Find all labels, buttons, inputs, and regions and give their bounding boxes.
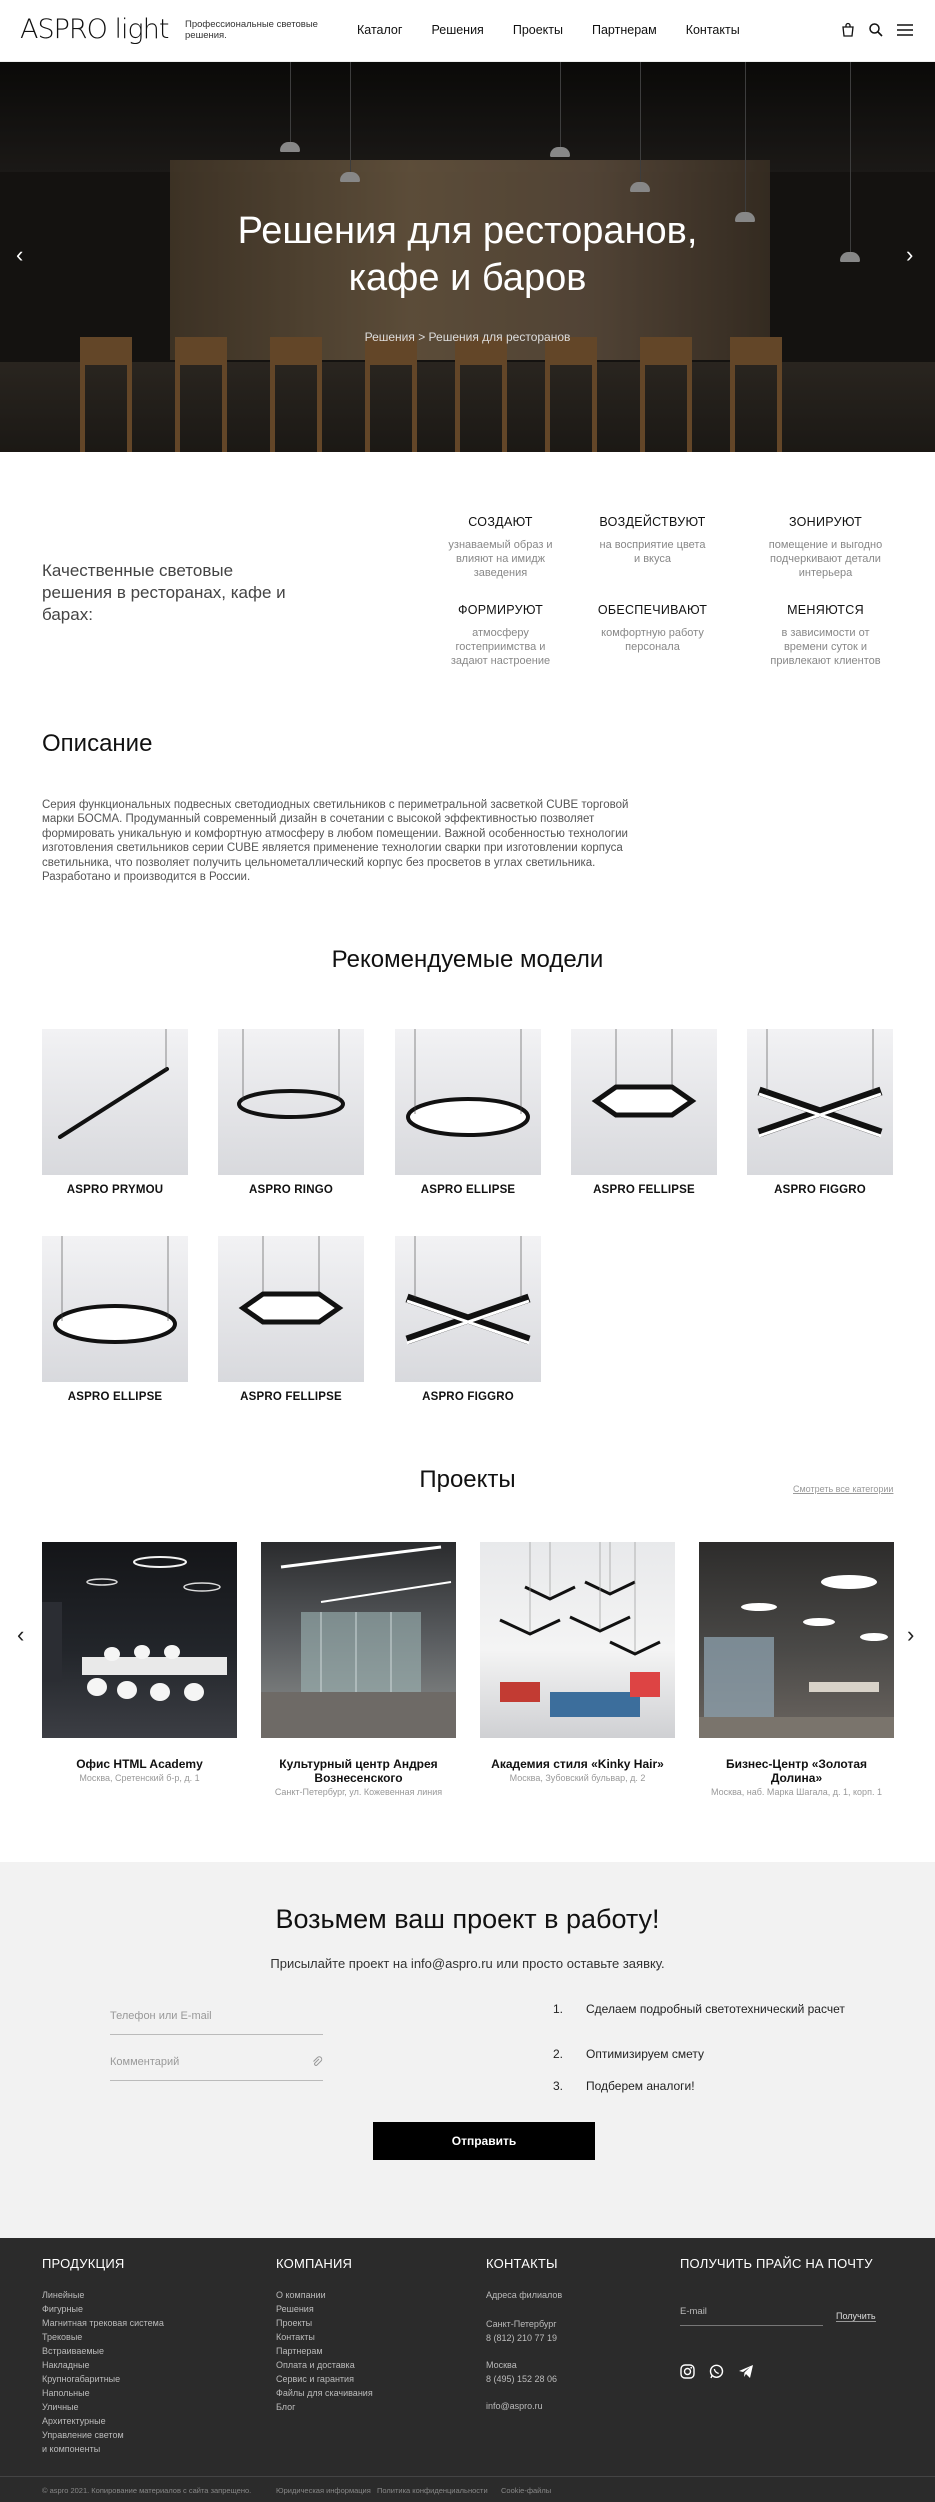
product-name: ASPRO FIGGRO xyxy=(774,1184,866,1196)
project-title: Офис HTML Academy xyxy=(76,1757,203,1771)
product-name: ASPRO ELLIPSE xyxy=(67,1391,163,1403)
site-footer xyxy=(0,2238,935,2502)
benefit-item xyxy=(443,515,558,580)
project-image xyxy=(42,1542,237,1738)
product-card[interactable] xyxy=(571,1029,717,1196)
telegram-icon[interactable] xyxy=(738,2364,754,2379)
footer-product-link[interactable]: Магнитная трековая система xyxy=(42,2318,164,2328)
footer-price-heading: ПОЛУЧИТЬ ПРАЙС НА ПОЧТУ xyxy=(680,2256,873,2271)
breadcrumb[interactable]: Решения > Решения для ресторанов xyxy=(364,330,571,344)
product-card[interactable] xyxy=(42,1029,188,1196)
footer-company-link[interactable]: Контакты xyxy=(276,2332,315,2342)
footer-product-link[interactable]: Трековые xyxy=(42,2332,83,2342)
description-text: Серия функциональных подвесных светодиодных светильников с периметральной засветкой CUBE торговой марки БОСМА. Продуманный современный дизайн в сочетании с высокой эффективностью позволяет формировать уникальную и комфортную атмосферу в любом помещении. Важной особенностью технологии изготовления светильников серии CUBE является применение технологии сварки при изготовлении корпуса светильника, что позволяет получить цельнометаллический корпус без просветов в углах светильника. Разработано и производится в России. xyxy=(42,799,629,884)
lamp-hex-image xyxy=(571,1029,717,1175)
footer-company-link[interactable]: Решения xyxy=(276,2304,314,2314)
footer-company-list xyxy=(276,2288,373,2414)
product-image xyxy=(42,1236,188,1382)
footer-bottom-bar xyxy=(0,2476,935,2502)
project-card[interactable] xyxy=(699,1542,894,1797)
benefit-item xyxy=(768,603,883,668)
product-card[interactable] xyxy=(218,1236,364,1403)
benefit-title: ФОРМИРУЮТ xyxy=(457,603,544,617)
nav-catalog[interactable]: Каталог xyxy=(357,23,403,37)
benefit-item xyxy=(595,515,710,566)
benefit-text: в зависимости от времени суток и привлекают клиентов xyxy=(770,627,881,667)
msk-phone[interactable]: 8 (495) 152 28 06 xyxy=(486,2374,558,2384)
project-title: Бизнес-Центр «Золотая Долина» xyxy=(725,1757,868,1785)
legal-link[interactable]: Юридическая информация xyxy=(276,2486,371,2495)
product-image xyxy=(571,1029,717,1175)
footer-product-link[interactable]: Линейные xyxy=(42,2290,85,2300)
hero-title-line2: кафе и баров xyxy=(348,257,587,299)
product-name: ASPRO FELLIPSE xyxy=(593,1184,695,1196)
product-image xyxy=(395,1236,541,1382)
comment-input[interactable] xyxy=(110,2056,323,2081)
projects-prev-arrow-icon[interactable]: ‹ xyxy=(17,1622,25,1647)
step-number: 3. xyxy=(553,2079,564,2093)
spb-city: Санкт-Петербург xyxy=(486,2319,557,2329)
branches-link[interactable]: Адреса филиалов xyxy=(486,2290,563,2300)
footer-company-link[interactable]: Партнерам xyxy=(276,2346,323,2356)
product-name: ASPRO RINGO xyxy=(249,1184,333,1196)
benefit-item xyxy=(595,603,710,654)
comment-placeholder: Комментарий xyxy=(110,2056,180,2068)
product-image xyxy=(395,1029,541,1175)
project-photo-office xyxy=(42,1542,237,1738)
logo[interactable] xyxy=(20,14,168,45)
paperclip-icon[interactable] xyxy=(311,2056,323,2068)
models-heading: Рекомендуемые модели xyxy=(331,946,604,973)
price-email-input[interactable]: E-mail xyxy=(680,2306,823,2326)
project-photo-academy xyxy=(480,1542,675,1738)
hero-title-line1: Решения для ресторанов, xyxy=(237,210,698,252)
logo-main: ASPRO xyxy=(20,14,107,45)
step-text: Сделаем подробный светотехнический расчет xyxy=(586,2002,845,2016)
step-number: 2. xyxy=(553,2047,564,2061)
product-image xyxy=(218,1029,364,1175)
product-name: ASPRO ELLIPSE xyxy=(420,1184,516,1196)
product-card[interactable] xyxy=(395,1029,541,1196)
benefit-title: СОЗДАЮТ xyxy=(468,515,533,529)
product-name: ASPRO PRYMOU xyxy=(66,1184,164,1196)
cta-heading: Возьмем ваш проект в работу! xyxy=(275,1904,660,1934)
project-image xyxy=(699,1542,894,1738)
tagline: Профессиональные световые решения. xyxy=(185,19,318,41)
projects-next-arrow-icon[interactable]: › xyxy=(907,1622,915,1647)
product-card[interactable] xyxy=(218,1029,364,1196)
menu-icon[interactable] xyxy=(896,22,914,38)
footer-company-link[interactable]: Блог xyxy=(276,2402,296,2412)
step-text: Оптимизируем смету xyxy=(586,2047,705,2061)
footer-product-link[interactable]: Накладные xyxy=(42,2360,90,2370)
benefit-text: атмосферу гостеприимства и задают настроение xyxy=(450,627,551,667)
lamp-cross-image xyxy=(395,1236,541,1382)
project-photo-culture-center xyxy=(261,1542,456,1738)
footer-product-link[interactable]: Фигурные xyxy=(42,2304,84,2314)
spb-phone[interactable]: 8 (812) 210 77 19 xyxy=(486,2333,558,2343)
lamp-ring-image xyxy=(218,1029,364,1175)
cookie-link[interactable]: Cookie-файлы xyxy=(501,2486,552,2495)
hero-prev-arrow-icon[interactable]: ‹ xyxy=(16,242,24,267)
footer-product-link[interactable]: Архитектурные xyxy=(42,2416,106,2426)
product-name: ASPRO FELLIPSE xyxy=(240,1391,342,1403)
lamp-cross-image xyxy=(747,1029,893,1175)
projects-heading: Проекты xyxy=(419,1466,516,1493)
benefit-title: ЗОНИРУЮТ xyxy=(788,515,863,529)
benefit-text: комфортную работу персонала xyxy=(601,627,704,653)
lamp-hex-image xyxy=(218,1236,364,1382)
product-image xyxy=(747,1029,893,1175)
site-header xyxy=(0,0,935,62)
get-price-button[interactable]: Получить xyxy=(836,2311,876,2321)
benefit-item xyxy=(443,603,558,668)
cart-icon[interactable] xyxy=(840,22,856,38)
benefit-title: ОБЕСПЕЧИВАЮТ xyxy=(597,603,708,617)
search-icon[interactable] xyxy=(868,22,884,38)
project-address: Москва, наб. Марка Шагала, д. 1, корп. 1 xyxy=(711,1787,882,1797)
footer-products-heading: ПРОДУКЦИЯ xyxy=(42,2256,125,2271)
hero-next-arrow-icon[interactable]: › xyxy=(906,242,914,267)
benefit-text: узнаваемый образ и влияют на имидж заведения xyxy=(448,539,553,579)
project-address: Москва, Сретенский б-р, д. 1 xyxy=(79,1773,200,1783)
nav-partners[interactable]: Партнерам xyxy=(592,23,657,37)
benefit-text: помещение и выгодно подчеркивают детали интерьера xyxy=(768,539,883,579)
project-card[interactable] xyxy=(261,1542,456,1797)
project-image xyxy=(480,1542,675,1738)
project-card[interactable] xyxy=(42,1542,237,1783)
all-categories-link[interactable]: Смотреть все категории xyxy=(793,1484,894,1494)
project-address: Санкт-Петербург, ул. Кожевенная линия xyxy=(274,1787,443,1797)
copyright: © aspro 2021. Копирование материалов с сайта запрещено. xyxy=(42,2486,252,2495)
footer-email-link[interactable]: info@aspro.ru xyxy=(486,2401,543,2411)
cta-subtext: Присылайте проект на info@aspro.ru или просто оставьте заявку. xyxy=(270,1956,665,1971)
footer-company-heading: КОМПАНИЯ xyxy=(276,2256,353,2271)
lamp-disc-image xyxy=(42,1236,188,1382)
phone-email-input[interactable]: Телефон или E-mail xyxy=(110,2010,323,2035)
product-card[interactable] xyxy=(747,1029,893,1196)
footer-contacts-heading: КОНТАКТЫ xyxy=(486,2256,558,2271)
cta-step xyxy=(553,2002,846,2017)
benefits-lead: Качественные световые решения в ресторанах, кафе и барах: xyxy=(42,561,286,624)
footer-company-link[interactable]: Оплата и доставка xyxy=(276,2360,355,2370)
project-photo-business-center xyxy=(699,1542,894,1738)
product-card[interactable] xyxy=(42,1236,188,1403)
instagram-icon[interactable] xyxy=(680,2364,695,2379)
cta-step xyxy=(553,2047,846,2062)
footer-company-link[interactable]: Сервис и гарантия xyxy=(276,2374,354,2384)
whatsapp-icon[interactable] xyxy=(709,2364,724,2379)
footer-product-link[interactable]: Уличные xyxy=(42,2402,79,2412)
project-title: Академия стиля «Kinky Hair» xyxy=(491,1757,664,1771)
footer-company-link[interactable]: Проекты xyxy=(276,2318,313,2328)
description-heading: Описание xyxy=(42,730,153,757)
benefit-text: на восприятие цвета и вкуса xyxy=(599,539,706,565)
step-text: Подберем аналоги! xyxy=(586,2079,695,2093)
footer-products-list xyxy=(42,2288,164,2456)
footer-product-link[interactable]: Напольные xyxy=(42,2388,90,2398)
msk-city: Москва xyxy=(486,2360,517,2370)
project-image xyxy=(261,1542,456,1738)
step-number: 1. xyxy=(553,2002,564,2016)
benefit-title: МЕНЯЮТСЯ xyxy=(787,603,864,617)
privacy-link[interactable]: Политика конфиденциальности xyxy=(377,2486,488,2495)
footer-product-link[interactable]: Управление светом xyxy=(42,2430,124,2440)
footer-product-link[interactable]: и компоненты xyxy=(42,2444,101,2454)
product-name: ASPRO FIGGRO xyxy=(422,1391,514,1403)
footer-product-link[interactable]: Крупногабаритные xyxy=(42,2374,121,2384)
product-image xyxy=(218,1236,364,1382)
nav-contacts[interactable]: Контакты xyxy=(685,23,740,37)
product-card[interactable] xyxy=(395,1236,541,1403)
footer-contacts xyxy=(486,2288,562,2413)
nav-solutions[interactable]: Решения xyxy=(431,23,484,37)
nav-projects[interactable]: Проекты xyxy=(512,23,563,37)
cta-step xyxy=(553,2079,846,2094)
product-image xyxy=(42,1029,188,1175)
lamp-line-image xyxy=(42,1029,188,1175)
project-address: Москва, Зубовский бульвар, д. 2 xyxy=(509,1773,646,1783)
footer-company-link[interactable]: О компании xyxy=(276,2290,326,2300)
hero-banner xyxy=(0,62,935,452)
footer-company-link[interactable]: Файлы для скачивания xyxy=(276,2388,373,2398)
benefit-item xyxy=(768,515,883,580)
lamp-disc-image xyxy=(395,1029,541,1175)
submit-button[interactable]: Отправить xyxy=(373,2122,595,2160)
project-title: Культурный центр Андрея Вознесенского xyxy=(279,1757,438,1785)
logo-light: light xyxy=(114,14,169,45)
footer-product-link[interactable]: Встраиваемые xyxy=(42,2346,105,2356)
benefit-title: ВОЗДЕЙСТВУЮТ xyxy=(599,515,706,529)
hero-title xyxy=(0,208,935,302)
main-nav xyxy=(357,23,769,37)
project-card[interactable] xyxy=(480,1542,675,1783)
cta-section xyxy=(0,1862,935,2238)
